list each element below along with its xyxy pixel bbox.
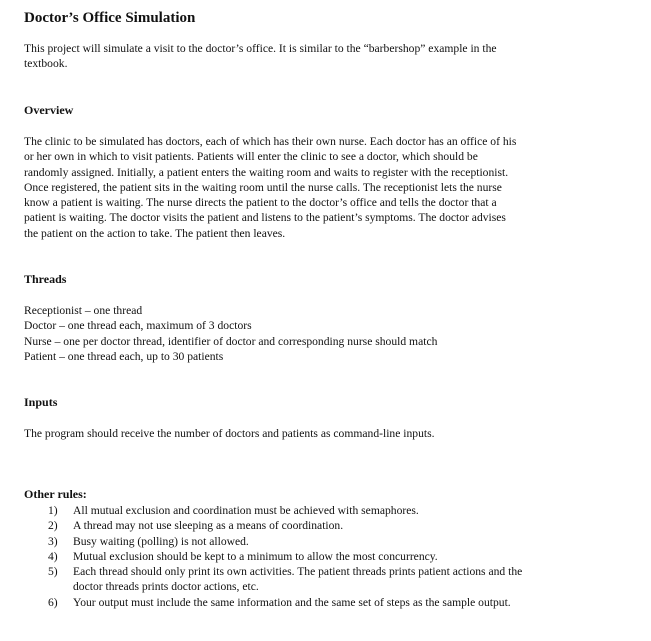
overview-line: or her own in which to visit patients. Patients will enter the clinic to see a doctor, which should be — [24, 150, 478, 164]
rule-text: doctor threads prints doctor actions, etc. — [73, 580, 259, 594]
rule-item — [48, 595, 634, 610]
rule-number: 2) — [48, 519, 58, 533]
overview-line: know a patient is waiting. The nurse directs the patient to the doctor’s office and tells the doctor that a — [24, 196, 497, 210]
intro-line: textbook. — [24, 57, 68, 71]
overview-paragraph — [24, 134, 634, 241]
rule-text: Busy waiting (polling) is not allowed. — [73, 534, 249, 548]
rule-text: All mutual exclusion and coordination must be achieved with semaphores. — [73, 504, 419, 517]
rule-item — [48, 503, 634, 518]
overview-line: patient is waiting. The doctor visits the patient and listens to the patient’s symptoms. The doctor advises — [24, 211, 506, 225]
thread-item-nurse: Nurse – one per doctor thread, identifier of doctor and corresponding nurse should match — [24, 334, 438, 348]
rule-item — [48, 564, 634, 595]
intro-paragraph — [24, 41, 634, 72]
inputs-paragraph — [24, 426, 634, 441]
threads-heading: Threads — [24, 272, 67, 286]
rule-number: 5) — [48, 565, 58, 579]
thread-item-doctor: Doctor – one thread each, maximum of 3 doctors — [24, 319, 252, 333]
inputs-heading: Inputs — [24, 395, 58, 409]
rule-number: 3) — [48, 534, 58, 548]
overview-line: The clinic to be simulated has doctors, each of which has their own nurse. Each doctor has an office of his — [24, 135, 517, 148]
thread-item-patient: Patient – one thread each, up to 30 patients — [24, 349, 224, 363]
overview-line: randomly assigned. Initially, a patient enters the waiting room and waits to register with the receptionist. — [24, 165, 509, 179]
rule-item — [48, 518, 634, 533]
rule-text: Each thread should only print its own activities. The patient threads prints patient actions and the — [73, 565, 523, 579]
rule-item — [48, 549, 634, 564]
rule-number: 6) — [48, 595, 58, 609]
rule-text: Mutual exclusion should be kept to a minimum to allow the most concurrency. — [73, 549, 438, 563]
threads-list — [24, 303, 634, 364]
document-title: Doctor’s Office Simulation — [24, 10, 196, 26]
overview-line: Once registered, the patient sits in the waiting room until the nurse calls. The receptionist lets the nurse — [24, 180, 502, 194]
other-rules-heading: Other rules: — [24, 487, 87, 501]
overview-heading: Overview — [24, 103, 74, 117]
intro-line: This project will simulate a visit to the doctor’s office. It is similar to the “barbershop” example in the — [24, 42, 497, 55]
inputs-line: The program should receive the number of doctors and patients as command-line inputs. — [24, 427, 435, 440]
rule-number: 1) — [48, 504, 58, 517]
rule-number: 4) — [48, 549, 58, 563]
rule-text: Your output must include the same information and the same set of steps as the sample output. — [73, 595, 511, 609]
thread-item-receptionist: Receptionist – one thread — [24, 304, 143, 317]
rule-text: A thread may not use sleeping as a means of coordination. — [73, 519, 344, 533]
overview-line: the patient on the action to take. The patient then leaves. — [24, 226, 286, 240]
other-rules-list — [48, 503, 634, 610]
rule-item — [48, 534, 634, 549]
